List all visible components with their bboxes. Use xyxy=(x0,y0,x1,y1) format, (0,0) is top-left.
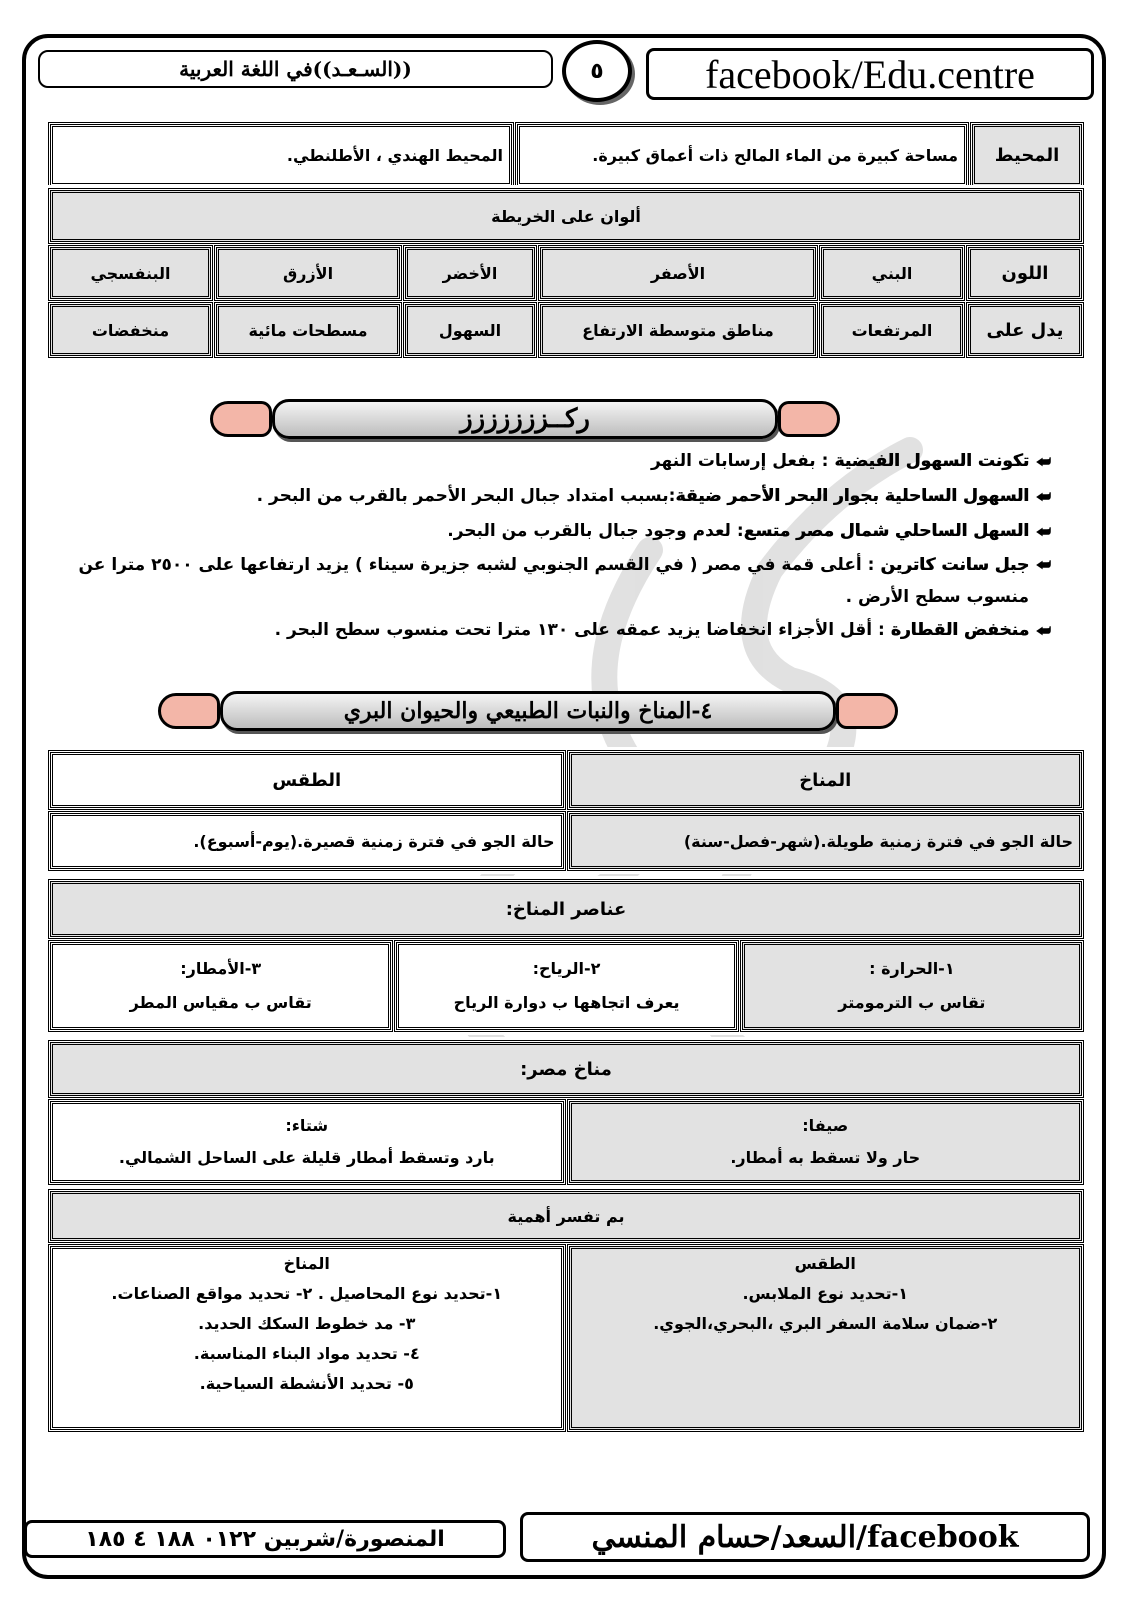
footer-author: السعد/حسام المنسي/facebook xyxy=(520,1512,1090,1562)
element-rain: ٣-الأمطار: تقاس ب مقياس المطر xyxy=(50,942,391,1030)
meaning-depressions: منخفضات xyxy=(50,304,211,356)
focus-banner-text: ركــززززززز xyxy=(272,399,778,439)
meaning-row-label: يدل على xyxy=(968,304,1082,356)
ocean-examples: المحيط الهندي ، الأطلنطي. xyxy=(50,124,512,186)
hand-left-icon xyxy=(158,693,220,729)
notes-list xyxy=(40,444,1051,648)
ocean-definition: مساحة كبيرة من الماء المالح ذات أعماق كبيرة. xyxy=(517,124,967,186)
winter-climate: شتاء: بارد وتسقط أمطار قليلة على الساحل الشمالي. xyxy=(50,1101,564,1183)
ocean-term: المحيط xyxy=(972,124,1082,186)
meaning-water-bodies: مسطحات مائية xyxy=(216,304,400,356)
arrow-bullet-icon: ⮨ xyxy=(1036,487,1051,506)
meaning-highlands: المرتفعات xyxy=(821,304,963,356)
hand-left-icon xyxy=(210,401,272,437)
importance-weather: الطقس ١-تحديد نوع الملابس. ٢-ضمان سلامة السفر البري ،البحري،الجوي. xyxy=(569,1246,1083,1430)
arrow-bullet-icon: ⮨ xyxy=(1036,555,1051,574)
climate-elements-title: عناصر المناخ: xyxy=(50,881,1082,937)
hand-right-icon xyxy=(778,401,840,437)
color-brown: البني xyxy=(821,247,963,299)
note-item: ⮨ منخفض القطارة : أقل الأجزاء انخفاضا يزيد عمقه على ١٣٠ مترا تحت منسوب سطح البحر . xyxy=(40,613,1051,648)
color-violet: البنفسجي xyxy=(50,247,211,299)
map-colors-title: ألوان على الخريطة xyxy=(50,190,1082,242)
header-left-title: ((السـعـد))في اللغة العربية xyxy=(38,50,553,88)
color-row-label: اللون xyxy=(968,247,1082,299)
color-yellow: الأصفر xyxy=(540,247,816,299)
note-item: ⮨ السهول الساحلية بجوار البحر الأحمر ضيقة:بسبب امتداد جبال البحر الأحمر بالقرب من البحر . xyxy=(40,479,1051,514)
egypt-climate-title: مناخ مصر: xyxy=(50,1042,1082,1096)
arrow-bullet-icon: ⮨ xyxy=(1036,621,1051,640)
summer-climate: صيفا: حار ولا تسقط به أمطار. xyxy=(569,1101,1083,1183)
note-item: ⮨ جبل سانت كاترين : أعلى قمة في مصر ( في القسم الجنوبي لشبه جزيرة سيناء ) يزيد ارتفاعها على ٢٥٠٠ مترا عن منسوب سطح الأرض . xyxy=(40,549,1051,613)
climate-elements-table xyxy=(45,876,1087,1035)
egypt-climate-table xyxy=(45,1037,1087,1188)
climate-weather-table xyxy=(45,747,1087,874)
ocean-table xyxy=(45,119,1087,191)
note-item: ⮨ السهل الساحلي شمال مصر متسع: لعدم وجود جبال بالقرب من البحر. xyxy=(40,514,1051,549)
climate-title: المناخ xyxy=(569,752,1083,808)
climate-banner-text: ٤-المناخ والنبات الطبيعي والحيوان البري xyxy=(220,691,836,731)
focus-banner xyxy=(210,398,840,440)
climate-definition: حالة الجو في فترة زمنية طويلة.(شهر-فصل-سنة) xyxy=(569,813,1083,869)
importance-title: بم تفسر أهمية xyxy=(50,1191,1082,1241)
color-green: الأخضر xyxy=(405,247,535,299)
arrow-bullet-icon: ⮨ xyxy=(1036,522,1051,541)
arrow-bullet-icon: ⮨ xyxy=(1036,452,1051,471)
element-temperature: ١-الحرارة : تقاس ب الترمومتر xyxy=(742,942,1082,1030)
header-facebook-title: facebook/Edu.centre xyxy=(646,48,1094,100)
meaning-mid-elevation: مناطق متوسطة الارتفاع xyxy=(540,304,816,356)
weather-title: الطقس xyxy=(50,752,564,808)
page-number-badge: ٥ xyxy=(562,40,632,102)
footer-contact: المنصورة/شربين ٠١٢٢ ١٨٨ ٤ ١٨٥ xyxy=(24,1520,506,1558)
map-colors-table xyxy=(45,185,1087,361)
element-wind: ٢-الرياح: يعرف اتجاهها ب دوارة الرياح xyxy=(396,942,736,1030)
meaning-plains: السهول xyxy=(405,304,535,356)
importance-table xyxy=(45,1186,1087,1435)
importance-climate: المناخ ١-تحديد نوع المحاصيل . ٢- تحديد مواقع الصناعات. ٣- مد خطوط السكك الحديد. ٤- تحديد مواد البناء المناسبة. ٥- تحديد الأنشطة السياحية. xyxy=(50,1246,564,1430)
note-item: ⮨ تكونت السهول الفيضية : بفعل إرسابات النهر xyxy=(40,444,1051,479)
hand-right-icon xyxy=(836,693,898,729)
weather-definition: حالة الجو في فترة زمنية قصيرة.(يوم-أسبوع). xyxy=(50,813,564,869)
color-blue: الأزرق xyxy=(216,247,400,299)
climate-banner xyxy=(158,690,898,732)
